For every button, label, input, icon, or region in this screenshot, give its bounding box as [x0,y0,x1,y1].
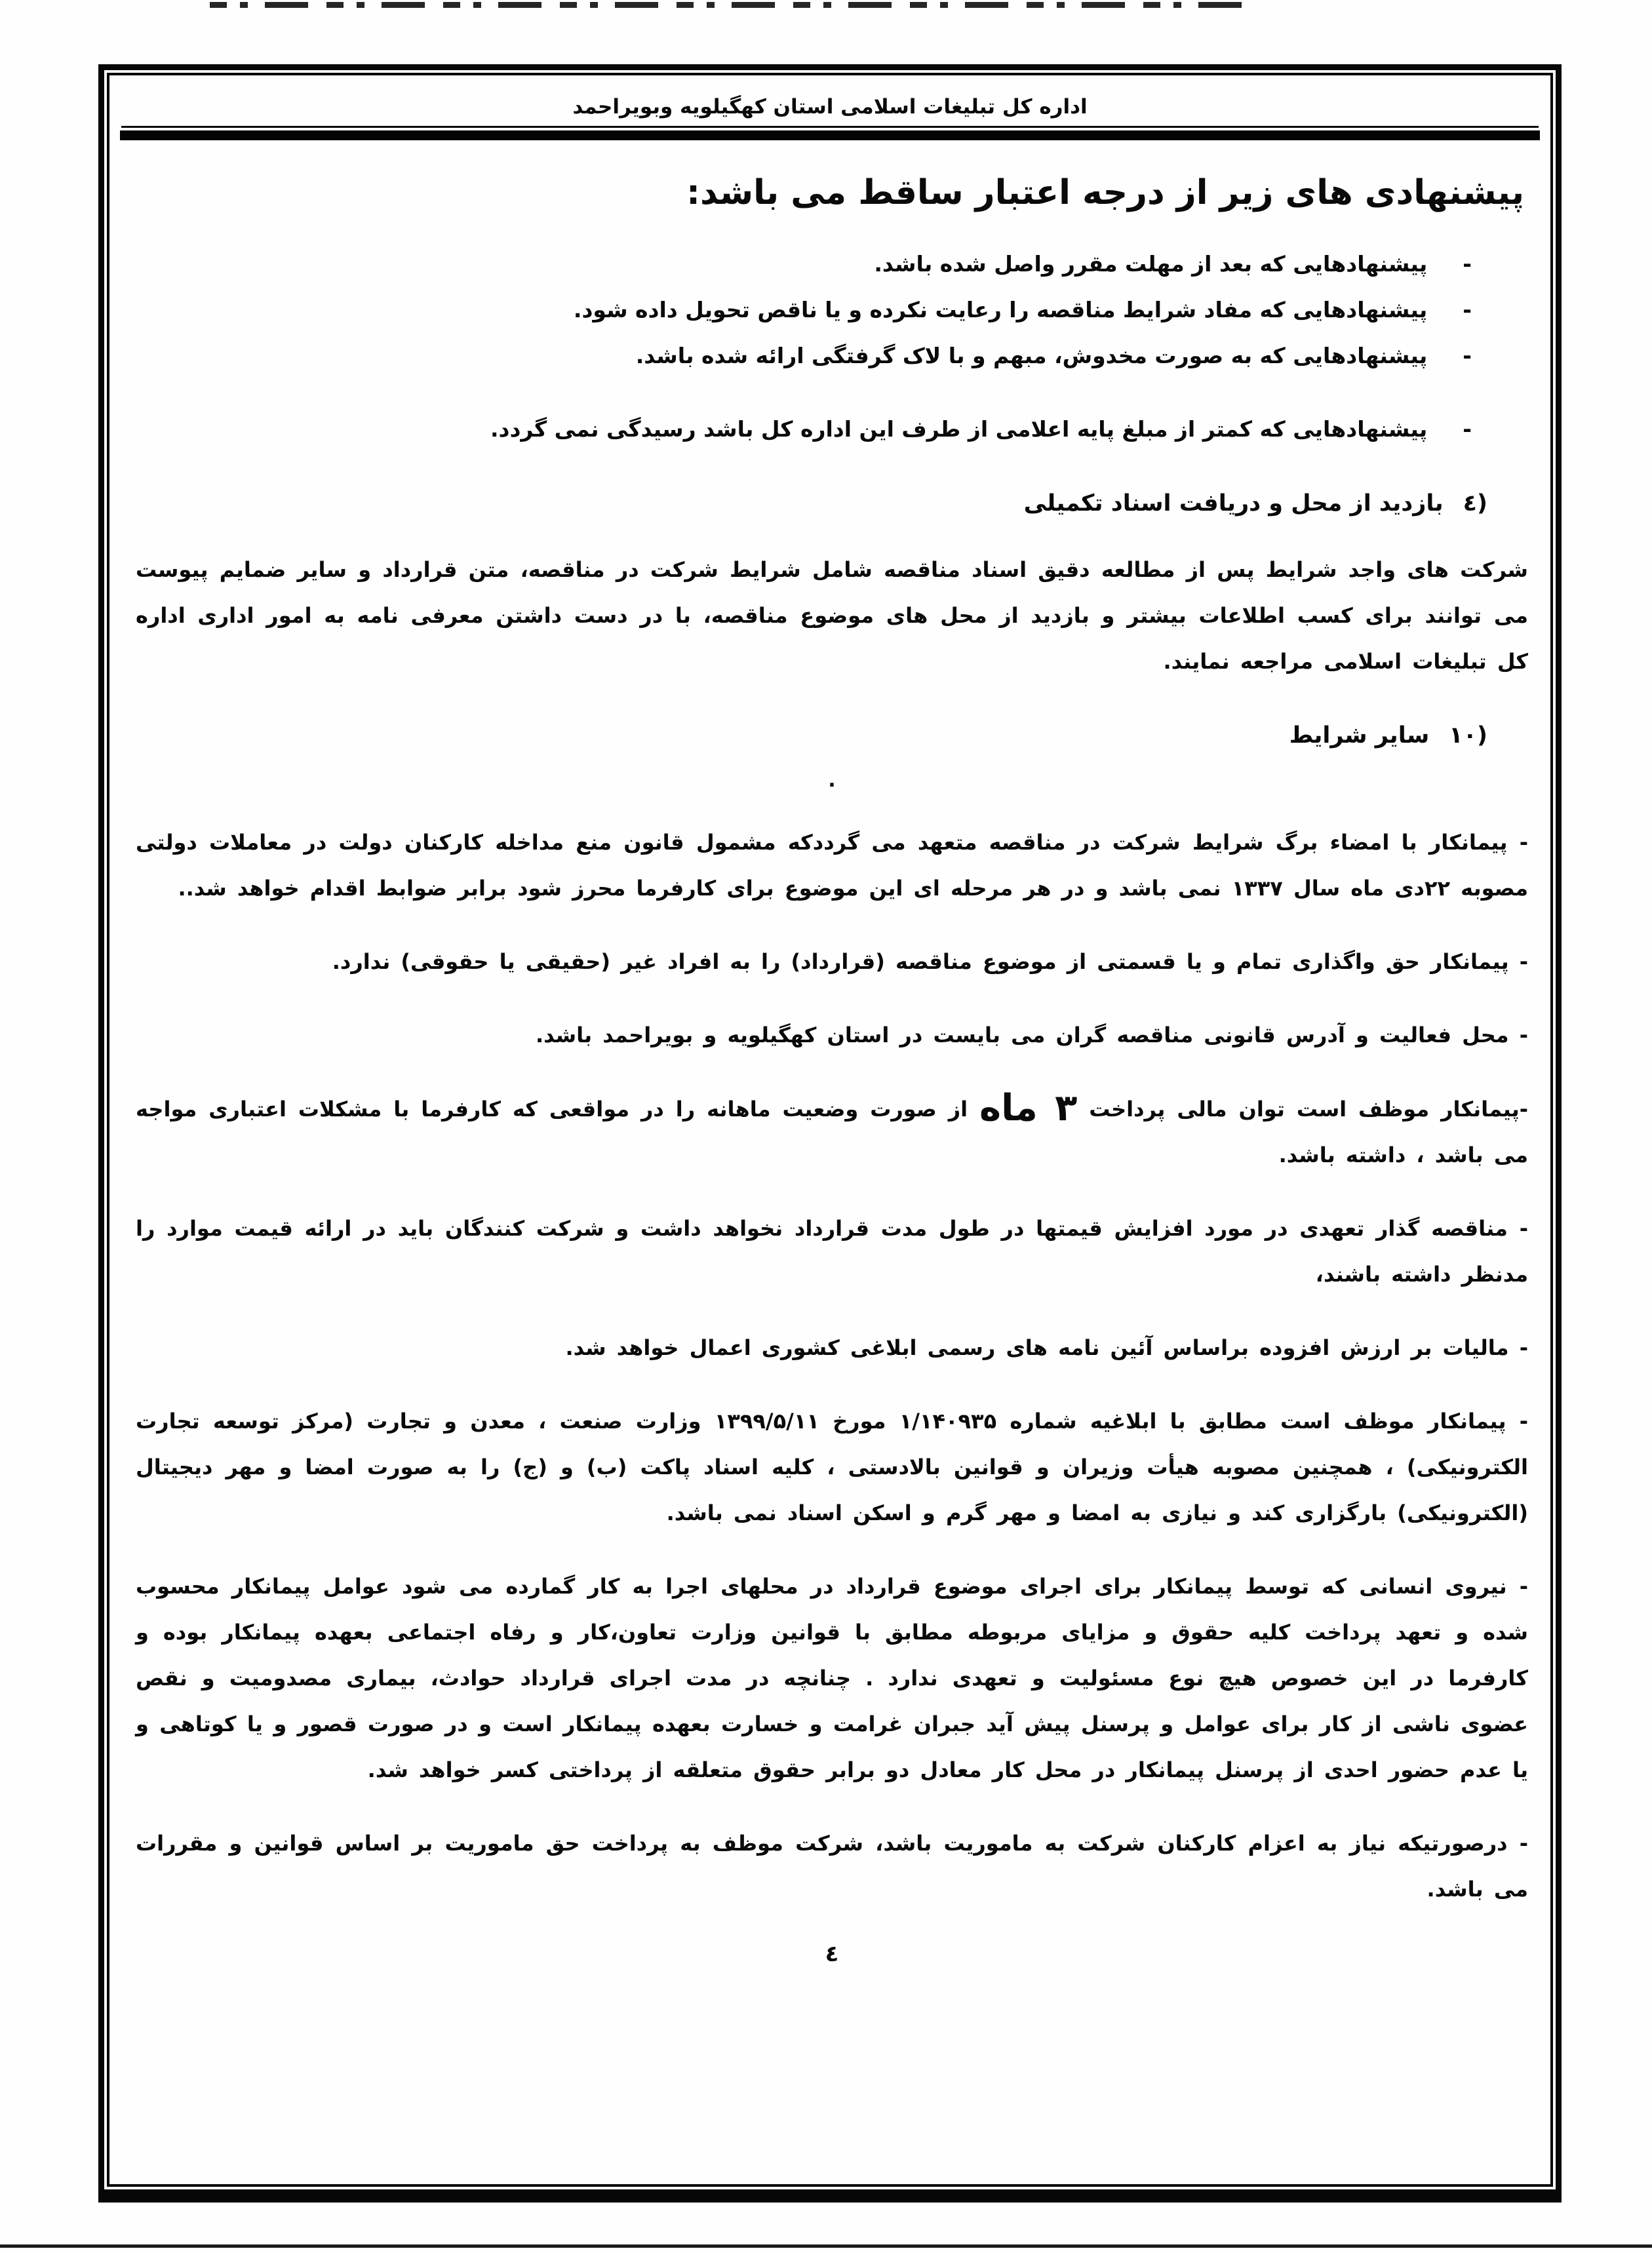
page-border-frame-inner [107,73,1553,2187]
dash-marker: - [1463,416,1472,442]
section-10-heading [136,718,1487,753]
term-personnel-liability: - نیروی انسانی که توسط پیمانکار برای اجرای موضوع قرارداد در محلهای اجرا به کار گمارده می شود عوامل پیمانکار محسوب شده و تعهد پرداخت کلیه حقوق و مزایای مربوطه مطابق با قوانین وزارت تعاون،کار و رفاه اجتماعی بعهده پیمانکار بوده و کارفرما در این خصوص هیچ نوع مسئولیت و تعهدی ندارد . چنانچه در مدت اجرای قرارداد حوادث، بیماری مصدومیت و نقص عضوی ناشی از کار برای عوامل و پرسنل پیش آید جبران غرامت و خسارت بعهده پیمانکار است و در صورت قصور و یا کوتاهی و یا عدم حضور احدی از پرسنل پیمانکار در محل کار معادل دو برابر حقوق متعلقه از پرداختی کسر خواهد شد. [136,1574,1528,1782]
dash-marker: - [1463,343,1472,368]
list-item [136,406,1472,452]
section-10-title: سایر شرایط [1289,722,1430,749]
term-vat: - مالیات بر ارزش افزوده براساس آئین نامه های رسمی ابلاغی کشوری اعمال خواهد شد. [565,1335,1528,1360]
list-item-text: پیشنهادهایی که بعد از مهلت مقرر واصل شده باشد. [874,251,1428,277]
term-financial-pre: -پیمانکار موظف است توان مالی پرداخت [1077,1097,1528,1122]
list-item [136,333,1472,379]
page-border-frame [98,64,1562,2203]
term-location: - محل فعالیت و آدرس قانونی مناقصه گران می بایست در استان کهگیلویه و بویراحمد باشد. [536,1023,1528,1048]
section-4-number: ٤) [1463,490,1487,517]
term-financial-post: از صورت وضعیت ماهانه را در مواقعی که کارفرما با مشکلات اعتباری مواجه می باشد ، داشته باشد. [136,1097,1528,1167]
term-no-transfer: - پیمانکار حق واگذاری تمام و یا قسمتی از موضوع مناقصه (قرارداد) را به افراد غیر (حقیقی یا حقوقی) ندارد. [332,949,1528,974]
list-item-text: پیشنهادهایی که کمتر از مبلغ پایه اعلامی از طرف این اداره کل باشد رسیدگی نمی گردد. [490,416,1428,442]
dash-marker: - [1463,297,1472,323]
scan-artifact-top-dashes [210,2,1246,8]
term-no-price-increase: - مناقصه گذار تعهدی در مورد افزایش قیمتها در طول مدت قرارداد نخواهد داشت و شرکت کنندگان باید در ارائه قیمت موارد را مدنظر داشته باشند، [136,1216,1528,1287]
list-item [136,287,1472,333]
invalid-bids-title: پیشنهادی های زیر از درجه اعتبار ساقط می باشد: [686,173,1524,212]
page-number: ٤ [825,1941,839,1967]
term-financial-highlight-3-months: ۳ ماه [979,1087,1078,1129]
section-4-title: بازدید از محل و دریافت اسناد تکمیلی [1023,490,1444,517]
section-10-number: ۱۰) [1449,722,1487,749]
invalid-bids-list [136,241,1472,452]
list-item-text: پیشنهادهایی که مفاد شرایط مناقصه را رعایت نکرده و یا ناقص تحویل داده شود. [573,297,1428,323]
header-rule [120,130,1540,140]
scan-artifact-dot: . [828,769,836,792]
dash-marker: - [1463,251,1472,277]
document-body [109,173,1550,1967]
section-4-heading [136,486,1487,520]
site-visit-paragraph: شرکت های واجد شرایط پس از مطالعه دقیق اسناد مناقصه شامل شرایط شرکت در مناقصه، متن قرارداد و سایر ضمایم پیوست می توانند برای کسب اطلاعات بیشتر و بازدید از محل های موضوع مناقصه، با در دست داشتن معرفی نامه به امور اداری اداره کل تبلیغات اسلامی مراجعه نمایند. [136,557,1528,674]
list-item-text: پیشنهادهایی که به صورت مخدوش، مبهم و با لاک گرفتگی ارائه شده باشد. [635,343,1428,368]
header-organization-title: اداره کل تبلیغات اسلامی استان کهگیلویه وبویراحمد [572,95,1088,119]
term-no-intervention: - پیمانکار با امضاء برگ شرایط شرکت در مناقصه متعهد می گرددکه مشمول قانون منع مداخله کارکنان دولت در معاملات دولتی مصوبه ۲۲دی ماه سال ۱۳۳۷ نمی باشد و در هر مرحله ای این موضوع برای کارفرما محرز شود برابر ضوابط اقدام خواهد شد.. [136,830,1528,901]
term-financial-capacity [136,1086,1528,1178]
list-item [136,241,1472,287]
term-electronic-signature: - پیمانکار موظف است مطابق با ابلاغیه شماره ۱/۱۴۰۹۳۵ مورخ ۱۳۹۹/۵/۱۱ وزارت صنعت ، معدن و تجارت (مرکز توسعه تجارت الکترونیکی) ، همچنین مصوبه هیأت وزیران و قوانین بالادستی ، کلیه اسناد پاکت (ب) و (ج) را به صورت امضا و مهر دیجیتال (الکترونیکی) بارگزاری کند و نیازی به امضا و مهر گرم و اسکن اسناد نمی باشد. [136,1409,1529,1525]
scan-artifact-bottom-line [0,2244,1652,2248]
term-mission-pay: - درصورتیکه نیاز به اعزام کارکنان شرکت به ماموریت باشد، شرکت موظف به پرداخت حق ماموریت بر اساس قوانین و مقررات می باشد. [136,1831,1528,1902]
